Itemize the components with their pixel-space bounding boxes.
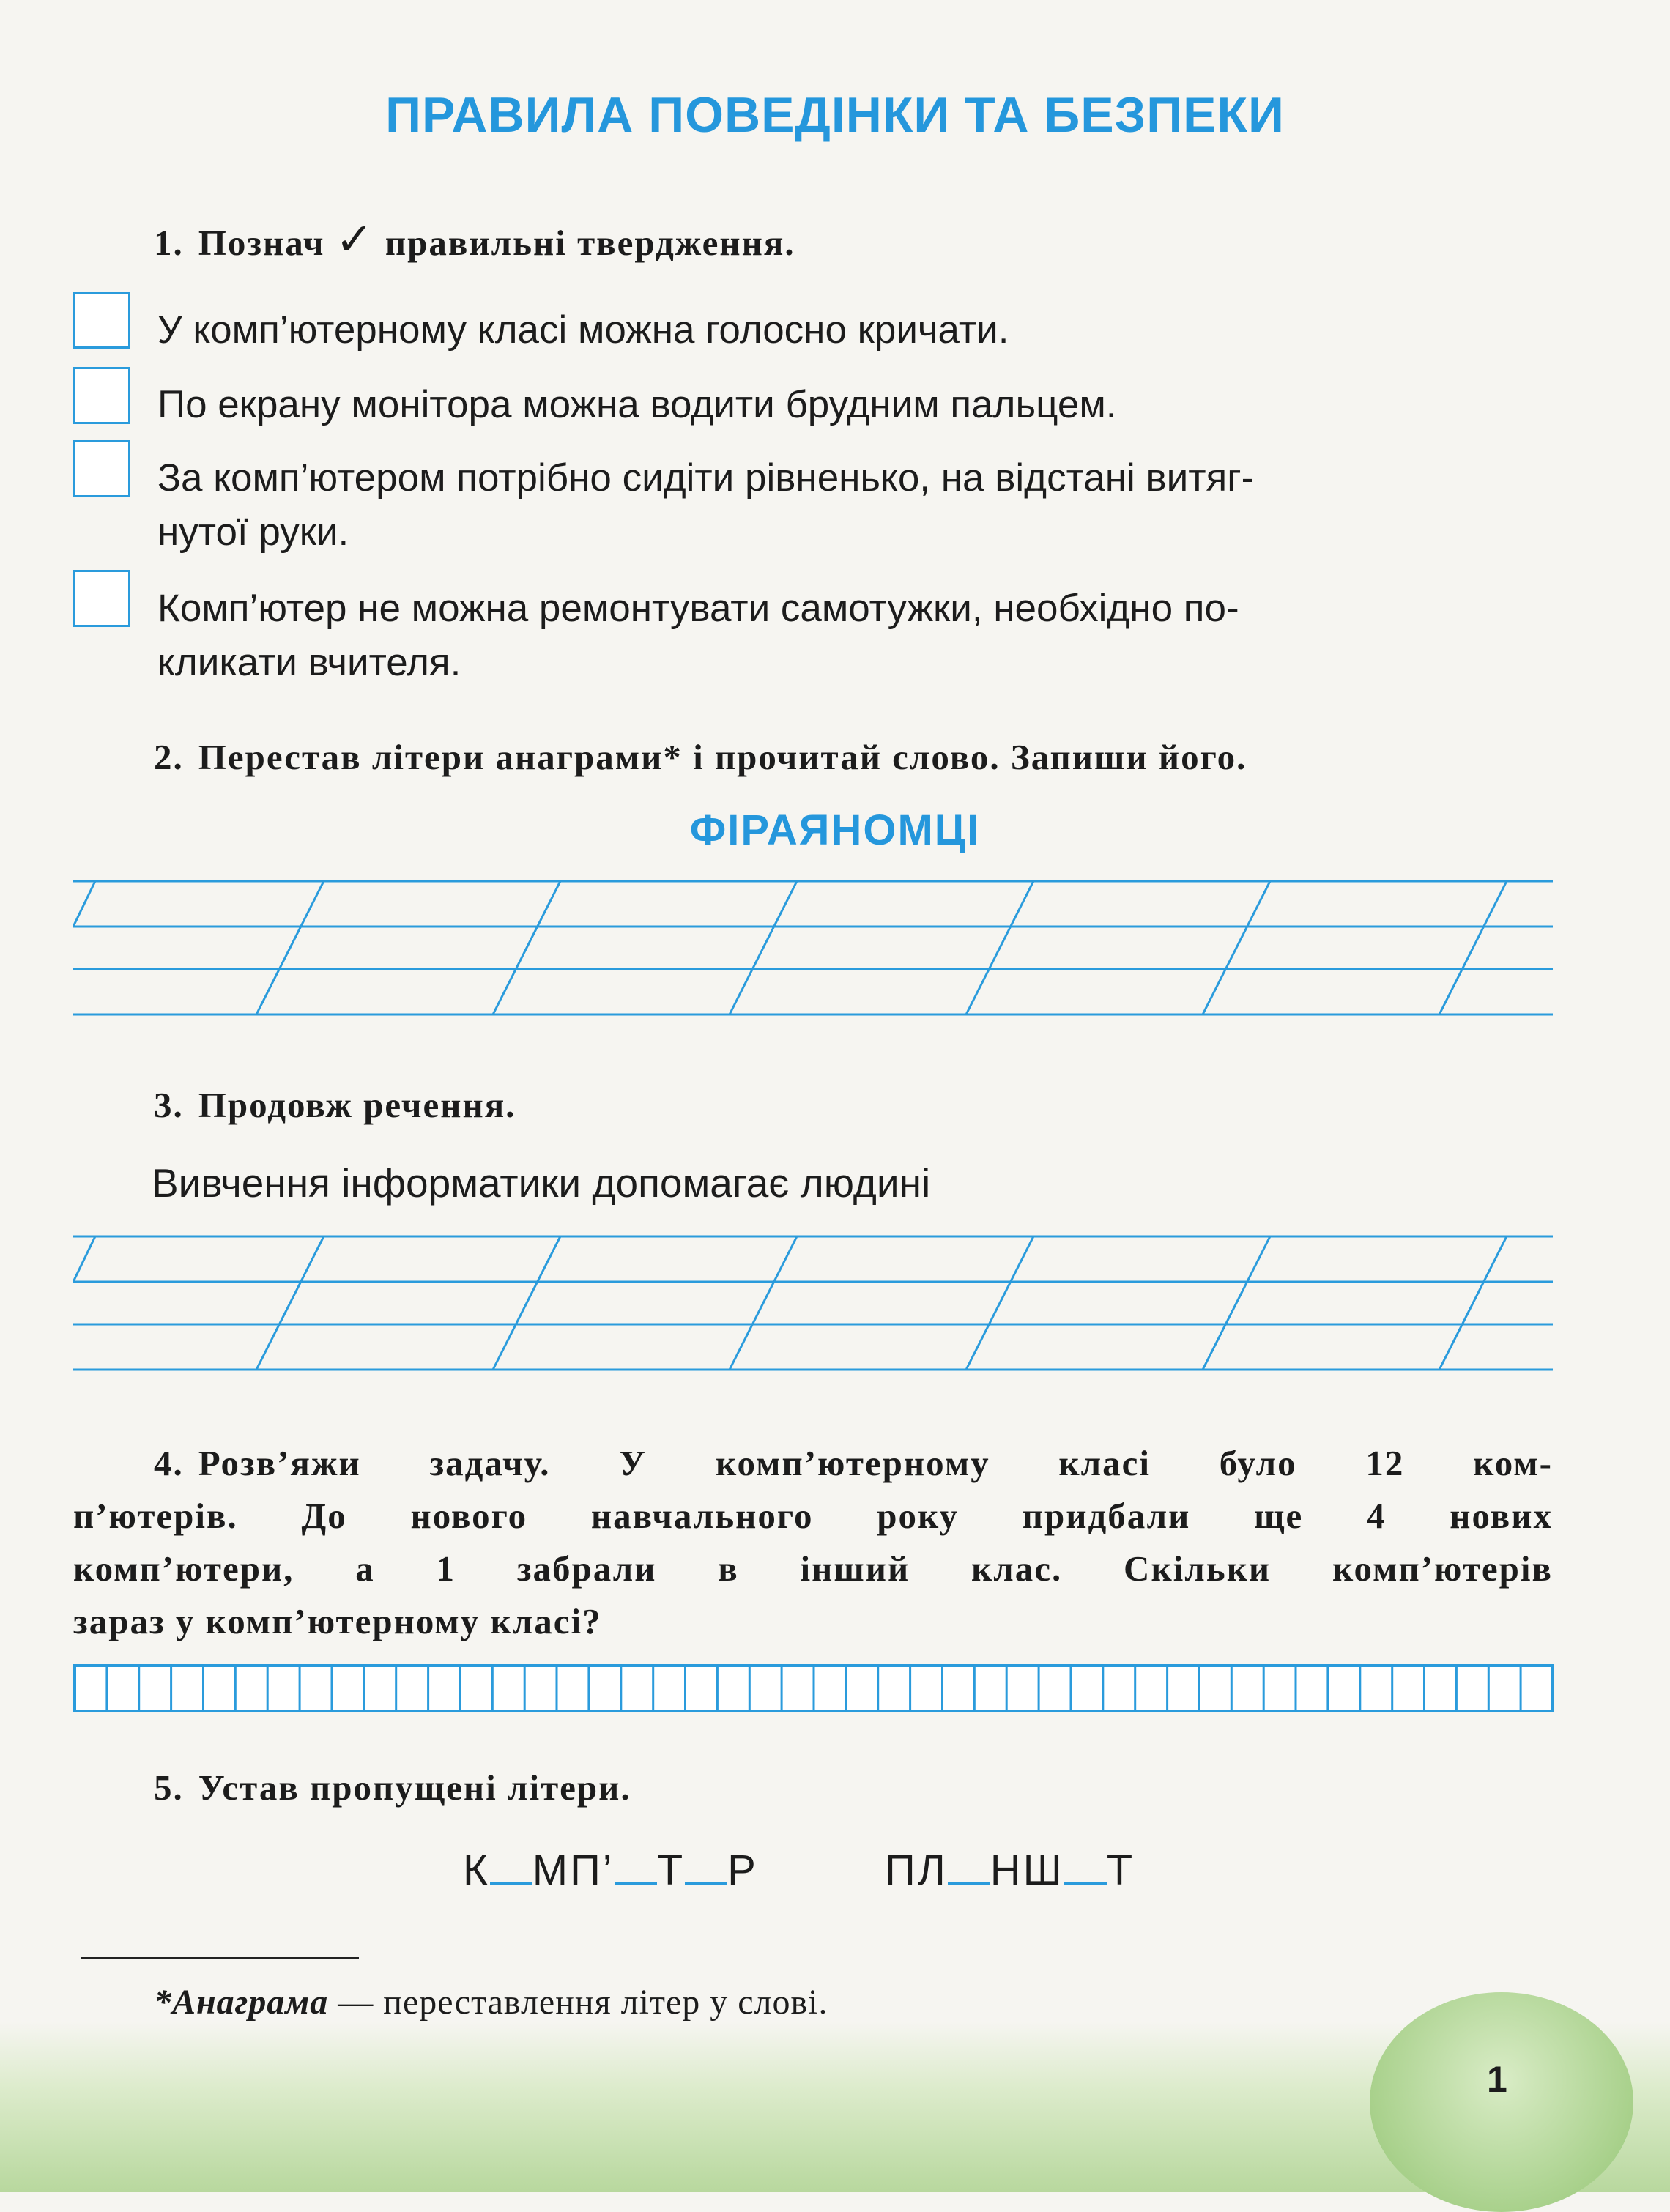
letter-group: Р: [727, 1847, 758, 1894]
task-text-after: правильні твердження.: [385, 223, 795, 263]
problem-line: комп’ютери, а 1 забрали в інший клас. Скільки комп’ютерів: [73, 1548, 1553, 1589]
task-text: Перестав літери анаграми* і прочитай слово. Запиши його.: [198, 737, 1247, 777]
page-number-badge: [1370, 1992, 1633, 2212]
statement-checkbox-1[interactable]: [73, 292, 130, 349]
writing-lines-graphic: [73, 875, 1553, 1022]
statement-line: Комп’ютер не можна ремонтувати самотужки, необхідно по-: [157, 587, 1239, 630]
anagram-word: ФІРАЯНОМЦІ: [689, 806, 981, 854]
task-text: Продовж речення.: [198, 1085, 516, 1125]
letter-gap[interactable]: [685, 1849, 727, 1885]
letter-group: НШ: [990, 1847, 1064, 1894]
writing-lines-task-2[interactable]: [73, 875, 1553, 1022]
statement-checkbox-2[interactable]: [73, 367, 130, 424]
letter-gap[interactable]: [490, 1849, 532, 1885]
task-3-heading: [154, 1084, 516, 1126]
task-5-heading: [154, 1767, 631, 1808]
task-number: 3.: [154, 1085, 184, 1125]
task-2-heading: [154, 736, 1247, 778]
task-1-heading: [154, 212, 795, 266]
statement-checkbox-3[interactable]: [73, 440, 130, 497]
letter-gap[interactable]: [615, 1849, 657, 1885]
page-number: 1: [1487, 2059, 1507, 2100]
missing-letters-word-1: [463, 1846, 758, 1895]
statement-line: За комп’ютером потрібно сидіти рівненько, на відстані витяг-: [157, 456, 1255, 500]
footnote: [154, 1982, 828, 2022]
check-mark-icon: ✓: [335, 212, 375, 266]
letter-group: МП’: [532, 1847, 615, 1894]
writing-lines-graphic: [73, 1231, 1553, 1377]
task-4-problem: [73, 1437, 1553, 1648]
letter-group: Т: [1106, 1847, 1135, 1894]
answer-grid-task-4[interactable]: [73, 1664, 1554, 1712]
letter-group: Т: [656, 1847, 686, 1894]
writing-lines-task-3[interactable]: [73, 1231, 1553, 1377]
statement-4: [157, 582, 1556, 690]
task-number: 5.: [154, 1767, 184, 1808]
task-text-before: Познач: [198, 223, 325, 263]
statement-3: [157, 451, 1556, 560]
statement-line: нутої руки.: [157, 511, 349, 554]
problem-line: зараз у комп’ютерному класі?: [73, 1601, 602, 1641]
task-text: Устав пропущені літери.: [198, 1767, 631, 1808]
statement-2: [157, 378, 1117, 432]
letter-gap[interactable]: [948, 1849, 990, 1885]
statement-line: У комп’ютерному класі можна голосно кричати.: [157, 308, 1009, 352]
answer-grid-graphic: [73, 1664, 1554, 1712]
letter-group: К: [463, 1847, 490, 1894]
statement-line: кликати вчителя.: [157, 641, 461, 684]
sentence-prompt: Вивчення інформатики допомагає людині: [152, 1160, 931, 1206]
footnote-term: *Анаграма: [154, 1983, 329, 2022]
letter-gap[interactable]: [1064, 1849, 1107, 1885]
problem-line: п’ютерів. До нового навчального року придбали ще 4 нових: [73, 1496, 1553, 1536]
task-number: 4.: [154, 1443, 184, 1483]
statement-1: [157, 303, 1009, 357]
statement-checkbox-4[interactable]: [73, 570, 130, 627]
footnote-divider: [81, 1957, 359, 1959]
statement-line: По екрану монітора можна водити брудним пальцем.: [157, 383, 1117, 426]
task-number: 2.: [154, 737, 184, 777]
letter-group: ПЛ: [885, 1847, 948, 1894]
problem-line: Розв’яжи задачу. У комп’ютерному класі було 12 ком-: [198, 1443, 1553, 1483]
task-number: 1.: [154, 223, 184, 263]
page-title: ПРАВИЛА ПОВЕДІНКИ ТА БЕЗПЕКИ: [385, 87, 1285, 143]
footnote-definition: — переставлення літер у слові.: [328, 1983, 828, 2022]
missing-letters-word-2: [885, 1846, 1135, 1895]
